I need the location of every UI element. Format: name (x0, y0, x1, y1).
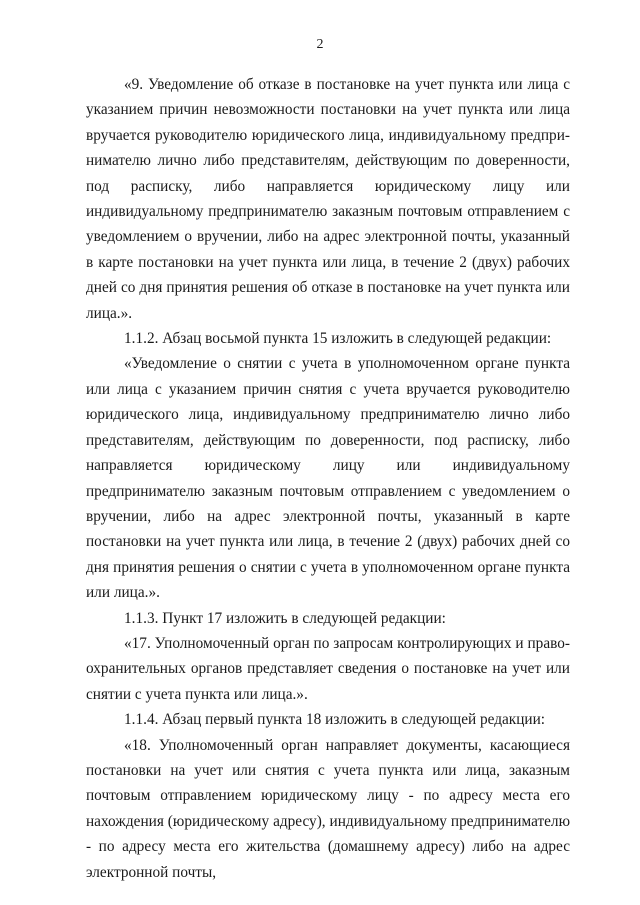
paragraph-item-17: «17. Уполномоченный орган по запросам контролирующих и правоохранительных органов представляет сведения о постановке на учет или снятии с учета пункта или лица.». (86, 634, 570, 703)
paragraph-item-9-refusal-notice: «9. Уведомление об отказе в постановке на учет пункта или лица с указанием причин невозможности постановки на учет пункта или лица вручается руководителю юридического лица, индивидуальному предпринимателю лично либо представителям, действующим по доверенности, под расписку, либо направляется юридическому лицу или индивидуальному предпринимателю заказным почтовым отправлением с уведомлением о вручении, либо на адрес электронной почты, указанный в карте постановки на учет пункта или лица, в течение 2 (двух) рабочих дней со дня принятия решения об отказе в постановке на учет пункта или лица.». (86, 76, 570, 322)
paragraph-1-1-3-heading: 1.1.3. Пункт 17 изложить в следующей редакции: (124, 609, 446, 627)
paragraph-1-1-4-heading: 1.1.4. Абзац первый пункта 18 изложить в следующей редакции: (124, 711, 546, 729)
paragraph-1-1-2-heading: 1.1.2. Абзац восьмой пункта 15 изложить в следующей редакции: (124, 330, 552, 348)
paragraph-item-18: «18. Уполномоченный орган направляет документы, касающиеся постановки на учет или снятия с учета пункта или лица, заказным почтовым отправлением юридическому лицу - по адресу места его нахождения (юридическому адресу), индивидуальному предпринимателю - по адресу места его жительства (домашнему адресу) либо на адрес электронной почты, (86, 736, 570, 881)
page-number: 2 (316, 37, 324, 52)
paragraph-deregistration-notice: «Уведомление о снятии с учета в уполномоченном органе пункта или лица с указанием причин снятия с учета вручается руководителю юридического лица, индивидуальному предпринимателю лично либо представителям, действующим по доверенности, под расписку, либо направляется юридическому лицу или индивидуальному предпринимателю заказным почтовым отправлением с уведомлением о вручении, либо на адрес электронной почты, указанный в карте постановки на учет пункта или лица, в течение 2 (двух) рабочих дней со дня принятия решения о снятии с учета в уполномоченном органе пункта или лица.». (86, 355, 570, 602)
document-body (86, 72, 570, 885)
